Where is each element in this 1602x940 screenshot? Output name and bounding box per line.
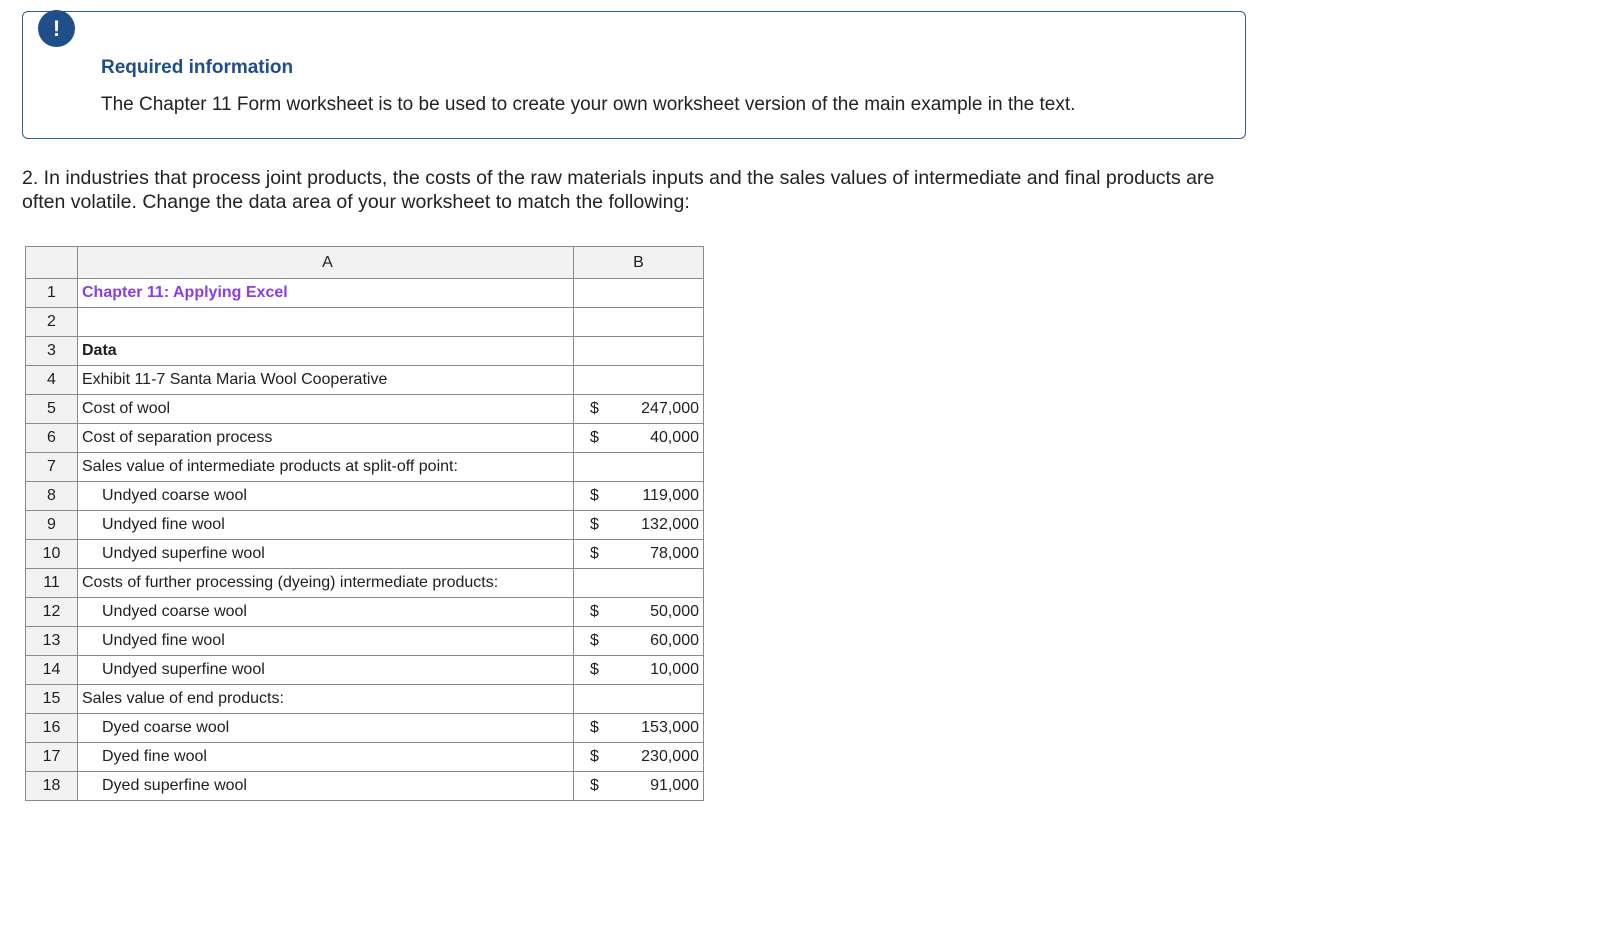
currency-symbol: $	[590, 487, 599, 504]
cell-a-label[interactable]: Cost of separation process	[78, 424, 574, 453]
table-row	[26, 627, 704, 656]
cell-b-value[interactable]	[574, 714, 704, 743]
amount-value: 119,000	[642, 487, 699, 504]
table-row	[26, 656, 704, 685]
cell-b-value[interactable]	[574, 482, 704, 511]
currency-symbol: $	[590, 632, 599, 649]
cell-a-label[interactable]: Cost of wool	[78, 395, 574, 424]
row-number: 3	[26, 337, 78, 366]
amount-value: 60,000	[650, 632, 699, 649]
currency-symbol: $	[590, 400, 599, 417]
row-number: 1	[26, 279, 78, 308]
table-row	[26, 569, 704, 598]
column-header-a: A	[78, 247, 574, 279]
cell-b-value[interactable]	[574, 279, 704, 308]
cell-b-value[interactable]	[574, 540, 704, 569]
worksheet-table	[25, 246, 704, 801]
amount-value: 230,000	[641, 748, 699, 765]
cell-a-label[interactable]: Undyed coarse wool	[78, 482, 574, 511]
row-number: 13	[26, 627, 78, 656]
table-row	[26, 598, 704, 627]
cell-a-label[interactable]: Dyed coarse wool	[78, 714, 574, 743]
table-row	[26, 743, 704, 772]
table-row	[26, 714, 704, 743]
required-info-box	[22, 11, 1246, 139]
cell-b-value[interactable]	[574, 627, 704, 656]
info-text: The Chapter 11 Form worksheet is to be used to create your own worksheet version of the main example in the text.	[101, 94, 1076, 115]
cell-a-label[interactable]	[78, 308, 574, 337]
table-row	[26, 685, 704, 714]
cell-a-label[interactable]: Undyed fine wool	[78, 627, 574, 656]
row-number: 17	[26, 743, 78, 772]
cell-a-label[interactable]: Sales value of end products:	[78, 685, 574, 714]
question-text: 2. In industries that process joint products, the costs of the raw materials inputs and the sales values of intermediate and final products are often volatile. Change the data area of your worksheet to match the following:	[22, 167, 1215, 213]
cell-a-label[interactable]: Sales value of intermediate products at split-off point:	[78, 453, 574, 482]
cell-a-label[interactable]: Exhibit 11-7 Santa Maria Wool Cooperative	[78, 366, 574, 395]
currency-symbol: $	[590, 603, 599, 620]
cell-a-label[interactable]: Dyed superfine wool	[78, 772, 574, 801]
cell-b-value[interactable]	[574, 453, 704, 482]
cell-b-value[interactable]	[574, 366, 704, 395]
cell-b-value[interactable]	[574, 743, 704, 772]
alert-icon: !	[38, 10, 75, 47]
row-number: 10	[26, 540, 78, 569]
amount-value: 153,000	[641, 719, 699, 736]
row-number: 7	[26, 453, 78, 482]
row-number: 15	[26, 685, 78, 714]
amount-value: 247,000	[641, 400, 699, 417]
cell-b-value[interactable]	[574, 395, 704, 424]
row-number: 5	[26, 395, 78, 424]
corner-cell	[26, 247, 78, 279]
currency-symbol: $	[590, 545, 599, 562]
cell-a-label[interactable]: Chapter 11: Applying Excel	[78, 279, 574, 308]
amount-value: 132,000	[641, 516, 699, 533]
cell-a-label[interactable]: Undyed superfine wool	[78, 540, 574, 569]
row-number: 12	[26, 598, 78, 627]
currency-symbol: $	[590, 661, 599, 678]
amount-value: 91,000	[650, 777, 699, 794]
table-row	[26, 308, 704, 337]
cell-b-value[interactable]	[574, 308, 704, 337]
cell-b-value[interactable]	[574, 656, 704, 685]
currency-symbol: $	[590, 777, 599, 794]
cell-b-value[interactable]	[574, 511, 704, 540]
row-number: 8	[26, 482, 78, 511]
table-row	[26, 424, 704, 453]
column-header-row	[26, 247, 704, 279]
table-row	[26, 772, 704, 801]
cell-b-value[interactable]	[574, 337, 704, 366]
row-number: 2	[26, 308, 78, 337]
cell-b-value[interactable]	[574, 598, 704, 627]
table-row	[26, 395, 704, 424]
cell-a-label[interactable]: Undyed coarse wool	[78, 598, 574, 627]
amount-value: 78,000	[650, 545, 699, 562]
column-header-b: B	[574, 247, 704, 279]
cell-a-label[interactable]: Undyed fine wool	[78, 511, 574, 540]
currency-symbol: $	[590, 516, 599, 533]
cell-a-label[interactable]: Dyed fine wool	[78, 743, 574, 772]
currency-symbol: $	[590, 748, 599, 765]
table-row	[26, 337, 704, 366]
row-number: 16	[26, 714, 78, 743]
cell-b-value[interactable]	[574, 685, 704, 714]
table-row	[26, 279, 704, 308]
row-number: 6	[26, 424, 78, 453]
currency-symbol: $	[590, 429, 599, 446]
amount-value: 40,000	[650, 429, 699, 446]
row-number: 18	[26, 772, 78, 801]
row-number: 14	[26, 656, 78, 685]
table-row	[26, 482, 704, 511]
row-number: 11	[26, 569, 78, 598]
table-row	[26, 511, 704, 540]
row-number: 9	[26, 511, 78, 540]
amount-value: 10,000	[650, 661, 699, 678]
cell-a-label[interactable]: Data	[78, 337, 574, 366]
cell-b-value[interactable]	[574, 569, 704, 598]
table-row	[26, 366, 704, 395]
table-row	[26, 540, 704, 569]
info-title: Required information	[101, 57, 294, 78]
cell-b-value[interactable]	[574, 424, 704, 453]
table-row	[26, 453, 704, 482]
currency-symbol: $	[590, 719, 599, 736]
row-number: 4	[26, 366, 78, 395]
amount-value: 50,000	[650, 603, 699, 620]
cell-a-label[interactable]: Costs of further processing (dyeing) intermediate products:	[78, 569, 574, 598]
cell-b-value[interactable]	[574, 772, 704, 801]
cell-a-label[interactable]: Undyed superfine wool	[78, 656, 574, 685]
